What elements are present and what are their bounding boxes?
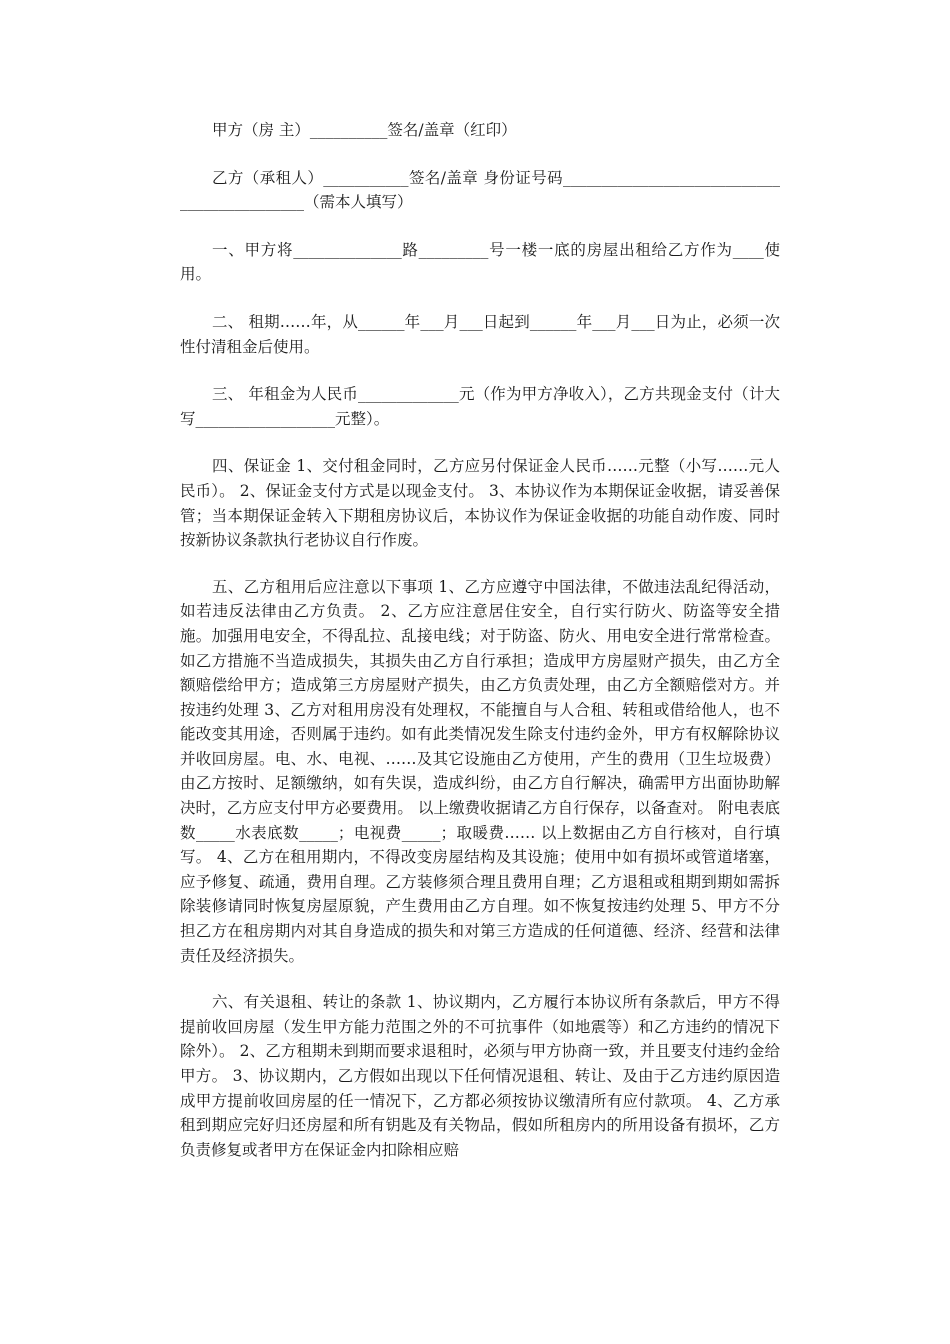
document-page — [180, 118, 780, 1185]
tenant-signature-line: 乙方（承租人）___________签名/盖章 身份证号码____________________________________________（需本人填写） — [180, 168, 780, 212]
clause-3-annual-rent: 三、 年租金为人民币_____________元（作为甲方净收入），乙方共现金支付（计大写__________________元整）。 — [180, 385, 780, 428]
clause-2-lease-term: 二、 租期……年，从______年___月___日起到______年___月___日为止，必须一次性付清租金后使用。 — [180, 312, 780, 356]
clause-5-tenant-obligations: 五、乙方租用后应注意以下事项 1、乙方应遵守中国法律，不做违法乱纪得活动，如若违反法律由乙方负责。 2、乙方应注意居住安全，自行实行防火、防盗等安全措施。加强用电安全，不得乱拉、乱接电线；对于防盗、防火、用电安全进行常常检查。如乙方措施不当造成损失，其损失由乙方自行承担；造成甲方房屋财产损失，由乙方全额赔偿给甲方；造成第三方房屋财产损失，由乙方负责处理，由乙方全额赔偿对方。并按违约处理 3、乙方对租用房没有处理权，不能擅自与人合租、转租或借给他人，也不能改变其用途，否则属于违约。如有此类情况发生除支付违约金外，甲方有权解除协议并收回房屋。电、水、电视、……及其它设施由乙方使用，产生的费用（卫生垃圾费）由乙方按时、足额缴纳，如有失误，造成纠纷，由乙方自行解决，确需甲方出面协助解决时，乙方应支付甲方必要费用。 以上缴费收据请乙方自行保存，以备查对。 附电表底数_____水表底数_____；电视费_____；取暖费…… 以上数据由乙方自行核对，自行填写。 4、乙方在租用期内，不得改变房屋结构及其设施；使用中如有损坏或管道堵塞，应予修复、疏通，费用自理。乙方装修须合理且费用自理；乙方退租或租期到期如需拆除装修请同时恢复房屋原貌，产生费用由乙方自理。如不恢复按违约处理 5、甲方不分担乙方在租房期内对其自身造成的损失和对第三方造成的任何道德、经济、经营和法律责任及经济损失。 — [180, 577, 780, 965]
clause-4-deposit: 四、保证金 1、交付租金同时，乙方应另付保证金人民币……元整（小写……元人民币）。 2、保证金支付方式是以现金支付。 3、本协议作为本期保证金收据，请妥善保管；当本期保证金转入下期租房协议后，本协议作为保证金收据的功能自动作废、同时按新协议条款执行老协议自行作废。 — [180, 457, 780, 550]
clause-6-termination-transfer: 六、有关退租、转让的条款 1、协议期内，乙方履行本协议所有条款后，甲方不得提前收回房屋（发生甲方能力范围之外的不可抗事件（如地震等）和乙方违约的情况下除外）。 2、乙方租期未到期而要求退租时，必须与甲方协商一致，并且要支付违约金给甲方。 3、协议期内，乙方假如出现以下任何情况退租、转让、及由于乙方违约原因造成甲方提前收回房屋的任一情况下，乙方都必须按协议缴清所有应付款项。 4、乙方承租到期应完好归还房屋和所有钥匙及有关物品，假如所租房内的所用设备有损坏，乙方负责修复或者甲方在保证金内扣除相应赔 — [180, 993, 780, 1159]
clause-1-premises: 一、甲方将______________路_________号一楼一底的房屋出租给乙方作为____使用。 — [180, 240, 780, 284]
landlord-signature-line: 甲方（房 主）__________签名/盖章（红印） — [212, 121, 517, 139]
